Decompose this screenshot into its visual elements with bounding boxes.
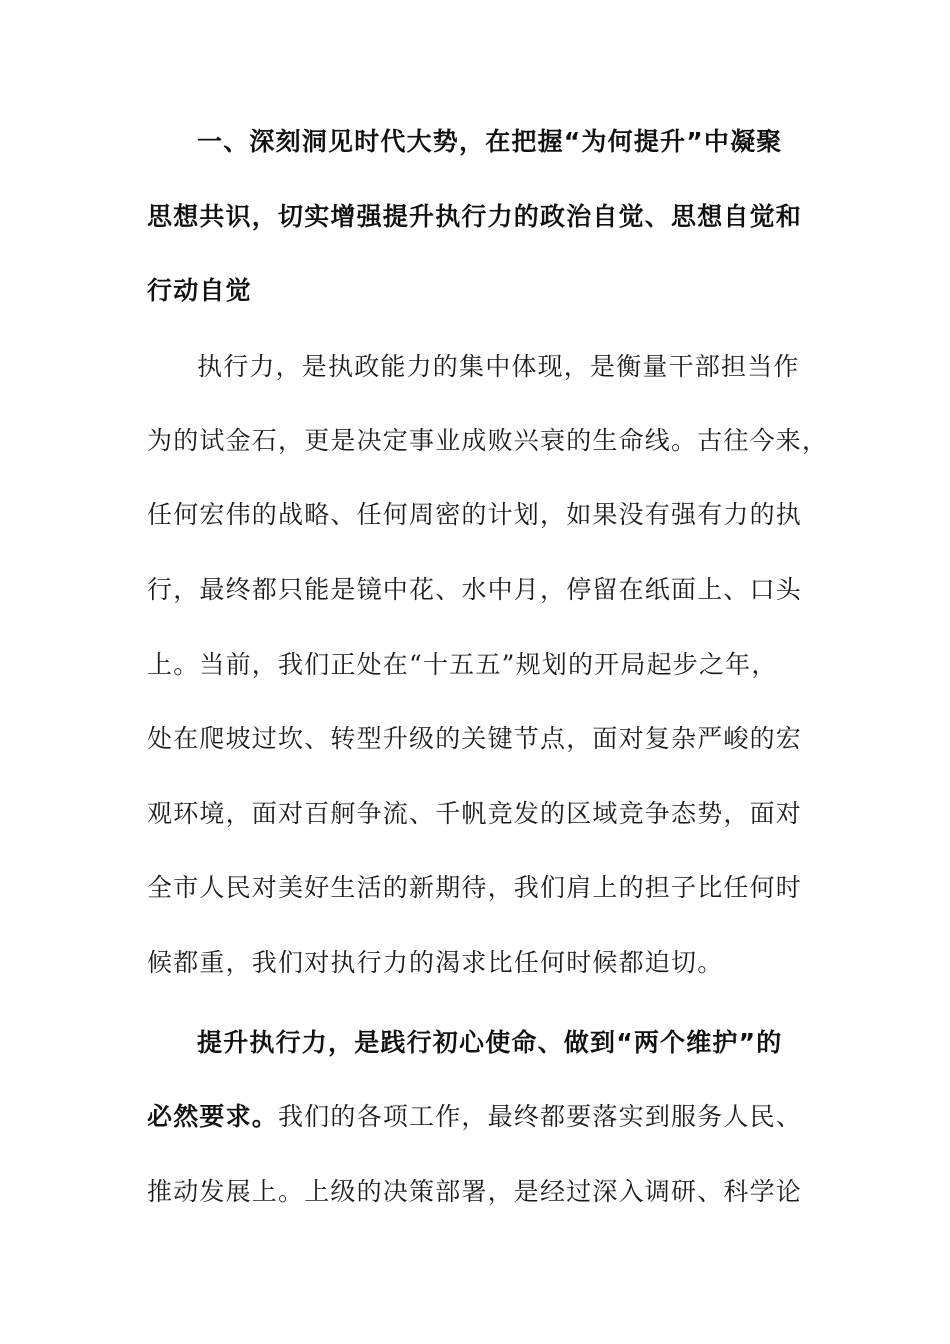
- paragraph-1-line-4: 行，最终都只能是镜中花、水中月，停留在纸面上、口头: [147, 575, 803, 604]
- section-heading-line-3: 行动自觉: [147, 276, 252, 305]
- paragraph-1-line-2: 为的试金石，更是决定事业成败兴衰的生命线。古往今来，: [147, 426, 829, 455]
- section-heading-line-1: 一、深刻洞见时代大势，在把握“为何提升”中凝聚: [197, 127, 783, 156]
- paragraph-1-line-7: 观环境，面对百舸争流、千帆竞发的区域竞争态势，面对: [147, 799, 803, 828]
- paragraph-1-line-6: 处在爬坡过坎、转型升级的关键节点，面对复杂严峻的宏: [147, 724, 803, 753]
- paragraph-2-line-2: [147, 1099, 807, 1135]
- paragraph-1-line-9: 候都重，我们对执行力的渴求比任何时候都迫切。: [147, 948, 724, 977]
- paragraph-1-line-1: 执行力，是执政能力的集中体现，是衡量干部担当作: [197, 352, 800, 381]
- paragraph-1-line-8: 全市人民对美好生活的新期待，我们肩上的担子比任何时: [147, 873, 803, 902]
- paragraph-1-line-5: 上。当前，我们正处在“十五五”规划的开局起步之年，: [147, 650, 778, 679]
- paragraph-2-line-2-text: 我们的各项工作，最终都要落实到服务人民、: [278, 1102, 803, 1131]
- paragraph-1-line-3: 任何宏伟的战略、任何周密的计划，如果没有强有力的执: [147, 500, 803, 529]
- paragraph-2-line-3: 推动发展上。上级的决策部署，是经过深入调研、科学论: [147, 1177, 803, 1206]
- paragraph-2-bold-lead: 必然要求。: [147, 1102, 279, 1131]
- paragraph-2-line-1: 提升执行力，是践行初心使命、做到“两个维护”的: [197, 1028, 783, 1057]
- section-heading-line-2: 思想共识，切实增强提升执行力的政治自觉、思想自觉和: [147, 202, 803, 231]
